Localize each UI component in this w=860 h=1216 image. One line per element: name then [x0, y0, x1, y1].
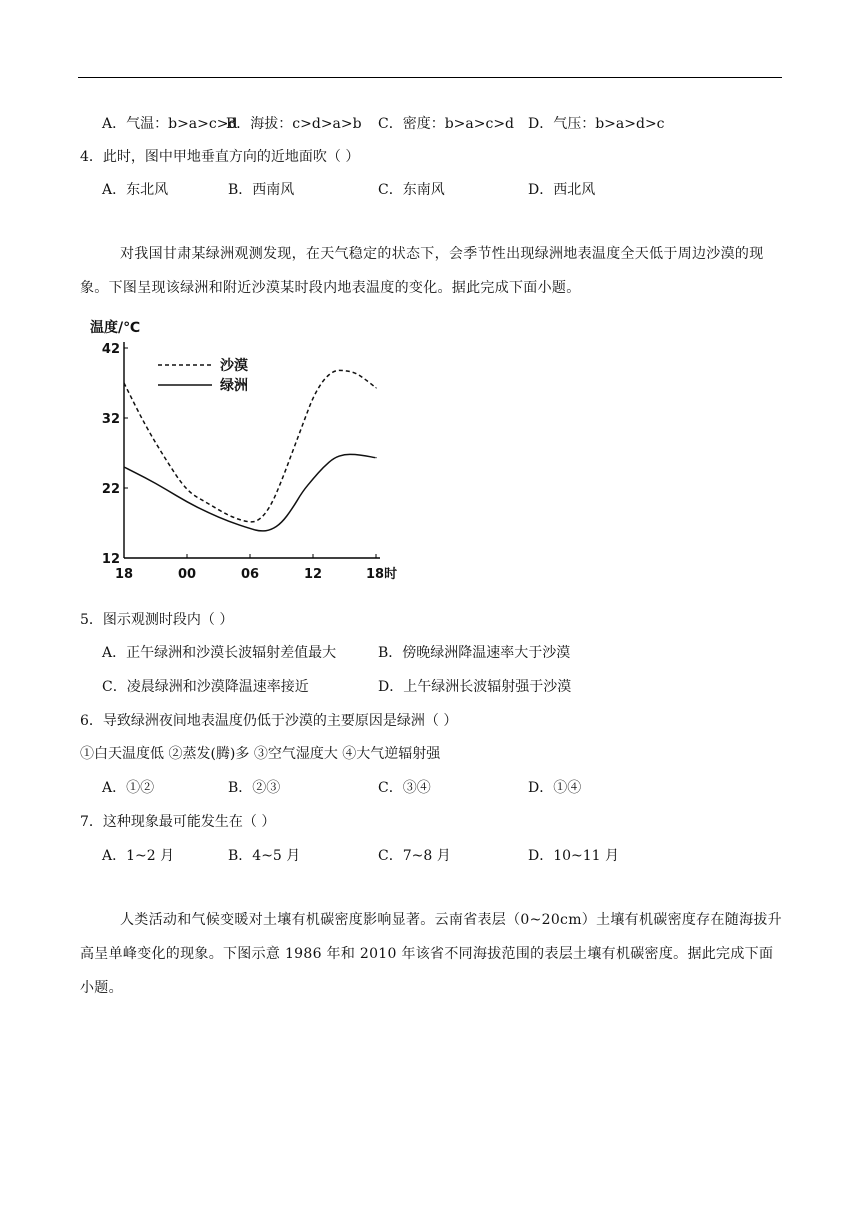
header-rule	[78, 77, 782, 78]
q3-option-d[interactable]: D．气压：b>a>d>c	[528, 116, 665, 132]
passage-soil-carbon: 人类活动和气候变暖对土壤有机碳密度影响显著。云南省表层（0~20cm）土壤有机碳密度存在随海拔升高呈单峰变化的现象。下图示意 1986 年和 2010 年该省不同海拔范围的表层土壤有机碳密度。据此完成下面小题。	[80, 912, 782, 996]
q6-stem: 6．导致绿洲夜间地表温度仍低于沙漠的主要原因是绿洲（ ）	[80, 713, 458, 729]
x-tick-label: 18	[114, 567, 134, 582]
q7-stem: 7．这种现象最可能发生在（ ）	[80, 814, 276, 830]
chart-ylabel: 温度/℃	[90, 320, 141, 336]
q4-stem: 4．此时，图中甲地垂直方向的近地面吹（ ）	[80, 149, 360, 165]
q5-option-a[interactable]: A．正午绿洲和沙漠长波辐射差值最大	[102, 645, 337, 661]
x-tick-label: 06	[240, 567, 260, 582]
q7-option-c[interactable]: C．7~8 月	[378, 848, 451, 864]
q3-option-a[interactable]: A．气温：b>a>c>d	[102, 116, 238, 132]
q7-option-b[interactable]: B．4~5 月	[228, 848, 301, 864]
q6-items: ①白天温度低 ②蒸发(腾)多 ③空气湿度大 ④大气逆辐射强	[80, 746, 441, 762]
chart-axes	[124, 342, 380, 558]
legend-label: 绿洲	[220, 378, 248, 394]
temperature-chart	[86, 318, 406, 590]
q6-option-b[interactable]: B．②③	[228, 780, 281, 796]
q4-option-b[interactable]: B．西南风	[228, 182, 295, 198]
chart-series	[124, 370, 376, 531]
y-tick-label: 42	[101, 342, 120, 357]
q6-option-a[interactable]: A．①②	[102, 780, 155, 796]
q5-stem: 5．图示观测时段内（ ）	[80, 612, 234, 628]
q4-option-d[interactable]: D．西北风	[528, 182, 596, 198]
y-tick-label: 22	[101, 482, 120, 497]
q7-option-a[interactable]: A．1~2 月	[102, 848, 175, 864]
q3-option-c[interactable]: C．密度：b>a>c>d	[378, 116, 515, 132]
x-tick-label: 18时	[366, 567, 398, 582]
y-tick-label: 12	[101, 552, 120, 567]
q5-option-b[interactable]: B．傍晚绿洲降温速率大于沙漠	[378, 645, 571, 661]
passage-oasis: 对我国甘肃某绿洲观测发现，在天气稳定的状态下，会季节性出现绿洲地表温度全天低于周边沙漠的现象。下图呈现该绿洲和附近沙漠某时段内地表温度的变化。据此完成下面小题。	[80, 246, 764, 296]
q4-option-c[interactable]: C．东南风	[378, 182, 445, 198]
chart-ticks	[102, 342, 397, 582]
series-line-绿洲	[124, 454, 376, 531]
x-tick-label: 00	[177, 567, 197, 582]
q3-option-b[interactable]: B．海拔：c>d>a>b	[226, 116, 362, 132]
q6-option-c[interactable]: C．③④	[378, 780, 431, 796]
series-line-沙漠	[124, 370, 376, 521]
legend-label: 沙漠	[220, 358, 248, 374]
q5-option-c[interactable]: C．凌晨绿洲和沙漠降温速率接近	[102, 679, 309, 695]
q7-option-d[interactable]: D．10~11 月	[528, 848, 620, 864]
q6-option-d[interactable]: D．①④	[528, 780, 582, 796]
chart-legend	[158, 357, 248, 394]
x-tick-label: 12	[303, 567, 323, 582]
y-tick-label: 32	[101, 412, 120, 427]
q4-option-a[interactable]: A．东北风	[102, 182, 169, 198]
q5-option-d[interactable]: D．上午绿洲长波辐射强于沙漠	[378, 679, 572, 695]
